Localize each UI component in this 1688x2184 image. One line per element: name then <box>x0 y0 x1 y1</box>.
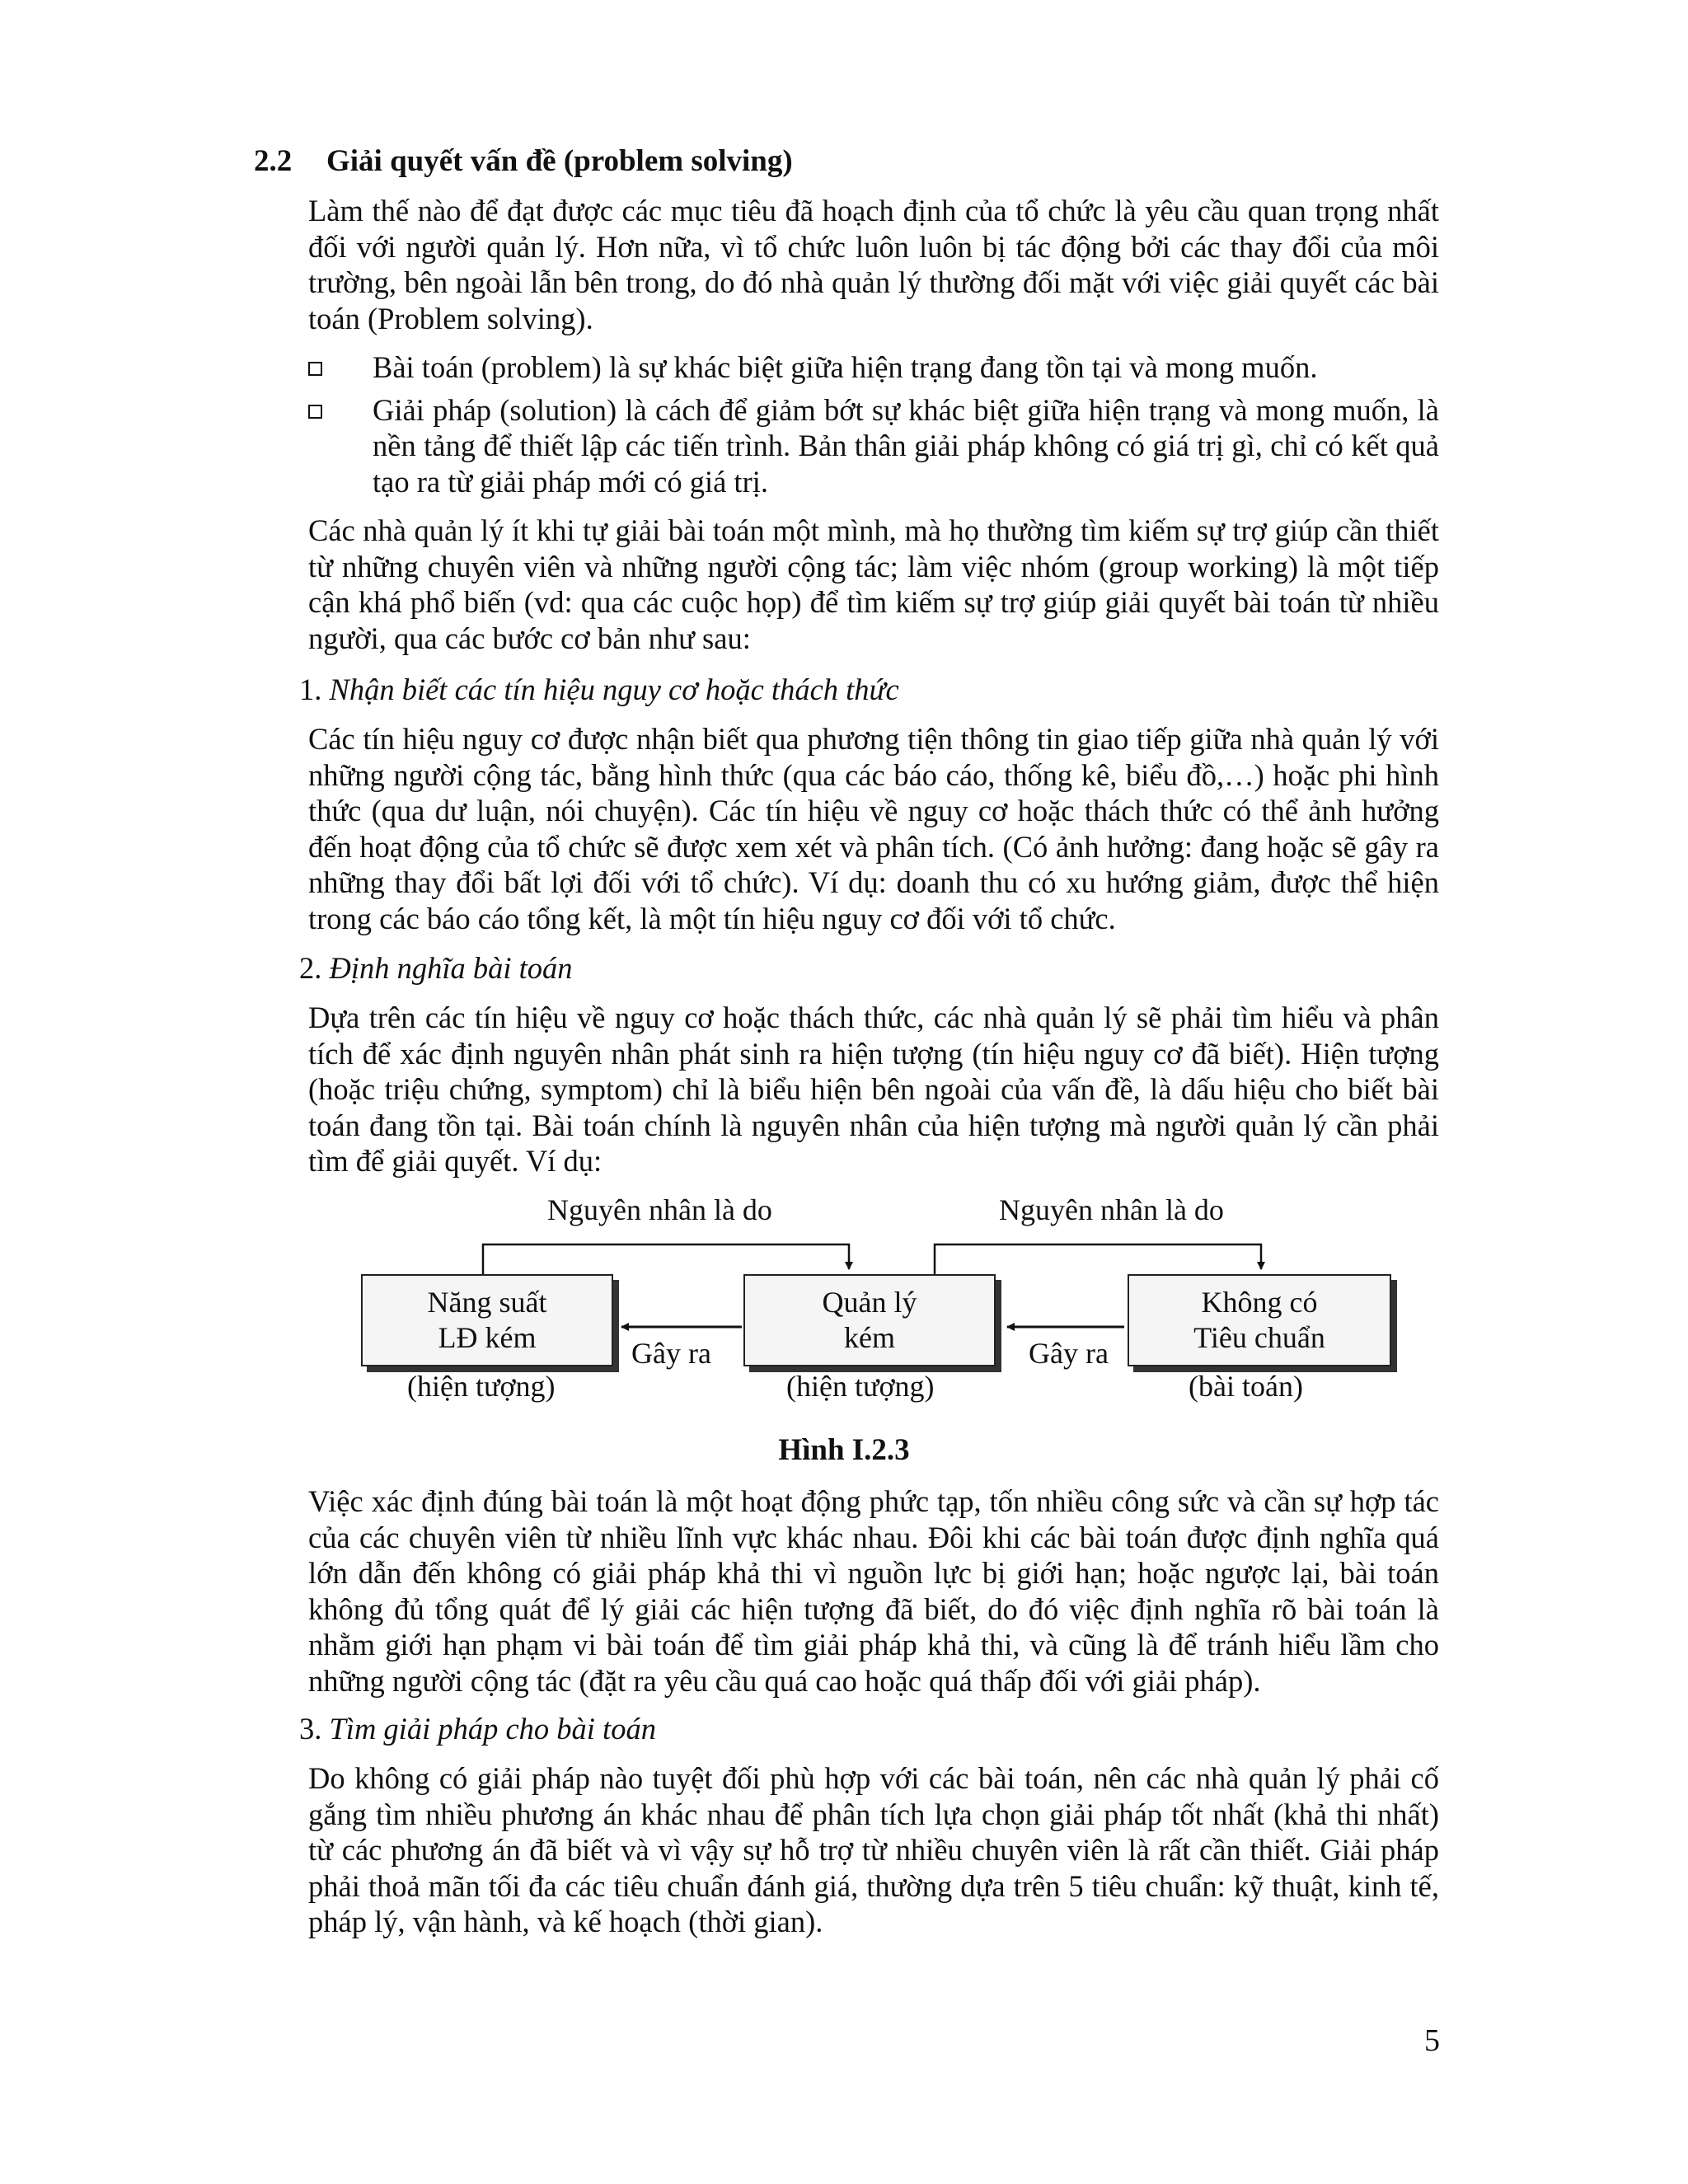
step-1-paragraph: Các tín hiệu nguy cơ được nhận biết qua phương tiện thông tin giao tiếp giữa nhà quản lý với những người cộng tác, bằng hình thức (qua các báo cáo, thống kê, biểu đồ,…) hoặc phi hình thức (qua dư luận, nói chuyện). Các tín hiệu về nguy cơ hoặc thách thức có thể ảnh hưởng đến hoạt động của tổ chức sẽ được xem xét và phân tích. (Có ảnh hưởng: đang hoặc sẽ gây ra những thay đổi bất lợi đối với tổ chức). Ví dụ: doanh thu có xu hướng giảm, được thể hiện trong các báo cáo tổng kết, là một tín hiệu nguy cơ đối với tổ chức. <box>308 722 1439 935</box>
cause-label-left: Nguyên nhân là do <box>547 1193 772 1226</box>
intro-paragraph: Làm thế nào để đạt được các mục tiêu đã hoạch định của tổ chức là yêu cầu quan trọng nhất đối với người quản lý. Hơn nữa, vì tổ chức luôn luôn bị tác động bởi các thay đổi của môi trường, bên ngoài lẫn bên trong, do đó nhà quản lý thường đối mặt với việc giải quyết các bài toán (Problem solving). <box>308 194 1439 335</box>
step-title: Định nghĩa bài toán <box>329 951 573 985</box>
cause-arrow-right <box>935 1244 1261 1274</box>
section-number: 2.2 <box>254 144 293 178</box>
step-1-heading <box>299 672 899 708</box>
group-working-paragraph: Các nhà quản lý ít khi tự giải bài toán một mình, mà họ thường tìm kiếm sự trợ giúp cần thiết từ những chuyên viên và những người cộng tác; làm việc nhóm (group working) là một tiếp cận khá phổ biến (vd: qua các cuộc họp) để tìm kiếm sự trợ giúp giải quyết bài toán từ nhiều người, qua các bước cơ bản như sau: <box>308 513 1439 655</box>
node-no-standard <box>1128 1274 1391 1366</box>
node-role-label: (bài toán) <box>1189 1370 1303 1403</box>
step-2-paragraph: Dựa trên các tín hiệu về nguy cơ hoặc thách thức, các nhà quản lý sẽ phải tìm hiểu và phân tích để xác định nguyên nhân phát sinh ra hiện tượng (tín hiệu nguy cơ đã biết). Hiện tượng (hoặc triệu chứng, symptom) chỉ là biểu hiện bên ngoài của vấn đề, là dấu hiệu cho biết bài toán đang tồn tại. Bài toán chính là nguyên nhân của hiện tượng mà người quản lý cần phải tìm để giải quyết. Ví dụ: <box>308 1001 1439 1178</box>
node-line: kém <box>844 1321 895 1354</box>
node-line: Quản lý <box>822 1286 917 1319</box>
figure-caption: Hình I.2.3 <box>778 1433 910 1467</box>
node-role-label: (hiện tượng) <box>786 1370 935 1403</box>
list-item <box>308 392 1439 500</box>
cause-effect-diagram <box>0 1179 1688 1459</box>
definition-list <box>308 349 1439 506</box>
step-title: Nhận biết các tín hiệu nguy cơ hoặc thách thức <box>329 673 899 706</box>
section-title: Giải quyết vấn đề (problem solving) <box>326 144 793 178</box>
step-number: 3. <box>299 1712 322 1746</box>
step-3-paragraph: Do không có giải pháp nào tuyệt đối phù hợp với các bài toán, nên các nhà quản lý phải cố gắng tìm nhiều phương án khác nhau để phân tích lựa chọn giải pháp tốt nhất (khả thi nhất) từ các phương án đã biết và vì vậy sự hỗ trợ từ nhiều chuyên viên là rất cần thiết. Giải pháp phải thoả mãn tối đa các tiêu chuẩn đánh giá, thường dựa trên 5 tiêu chuẩn: kỹ thuật, kinh tế, pháp lý, vận hành, và kế hoạch (thời gian). <box>308 1761 1439 1938</box>
node-role-label: (hiện tượng) <box>407 1370 556 1403</box>
step-number: 2. <box>299 951 322 985</box>
step-2-followup-paragraph: Việc xác định đúng bài toán là một hoạt động phức tạp, tốn nhiều công sức và cần sự hợp tác của các chuyên viên từ nhiều lĩnh vực khác nhau. Đôi khi các bài toán được định nghĩa quá lớn dẫn đến không có giải pháp khả thi vì nguồn lực bị giới hạn; hoặc ngược lại, bài toán không đủ tổng quát để lý giải các hiện tượng đã biết, do đó việc định nghĩa rõ bài toán là nhằm giới hạn phạm vi bài toán để tìm giải pháp khả thi, và cũng là để tránh hiểu lầm cho những người cộng tác (đặt ra yêu cầu quá cao hoặc quá thấp đối với giải pháp). <box>308 1484 1439 1698</box>
cause-label-right: Nguyên nhân là do <box>999 1193 1224 1226</box>
node-management <box>743 1274 996 1366</box>
effect-label-left: Gây ra <box>631 1337 711 1370</box>
node-line: LĐ kém <box>438 1321 537 1354</box>
list-item <box>308 349 1439 386</box>
step-number: 1. <box>299 673 322 706</box>
bullet-text: Bài toán (problem) là sự khác biệt giữa hiện trạng đang tồn tại và mong muốn. <box>373 350 1318 384</box>
node-line: Năng suất <box>427 1286 547 1319</box>
section-heading <box>254 143 793 179</box>
step-3-heading <box>299 1711 656 1747</box>
node-line: Tiêu chuẩn <box>1193 1321 1325 1354</box>
node-productivity <box>361 1274 613 1366</box>
bullet-text: Giải pháp (solution) là cách để giảm bớt sự khác biệt giữa hiện trạng và mong muốn, là nền tảng để thiết lập các tiến trình. Bản thân giải pháp không có giá trị gì, chỉ có kết quả tạo ra từ giải pháp mới có giá trị. <box>373 392 1439 499</box>
effect-label-right: Gây ra <box>1029 1337 1109 1370</box>
node-line: Không có <box>1201 1286 1318 1319</box>
square-bullet-icon <box>308 362 322 376</box>
page-number: 5 <box>1424 2023 1440 2058</box>
step-2-heading <box>299 950 573 987</box>
cause-arrow-left <box>483 1244 849 1274</box>
step-title: Tìm giải pháp cho bài toán <box>329 1712 656 1746</box>
square-bullet-icon <box>308 405 322 419</box>
